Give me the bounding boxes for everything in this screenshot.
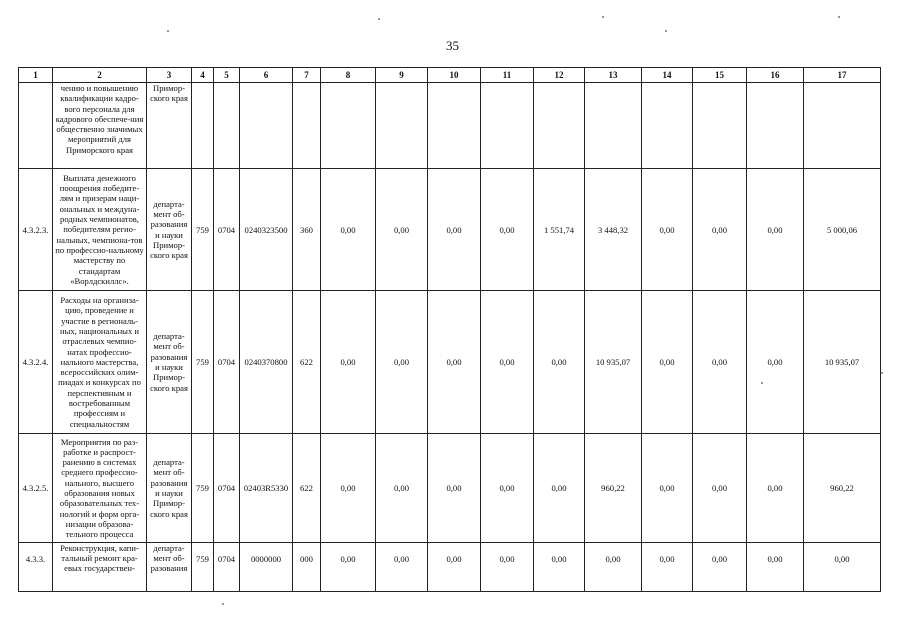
row-value-col-9 (376, 83, 428, 169)
row-value-col-17: 5 000,06 (804, 169, 881, 291)
row-value-col-10: 0,00 (428, 543, 481, 592)
row-value-col-14: 0,00 (642, 434, 693, 543)
row-value-col-9: 0,00 (376, 291, 428, 434)
row-value-col-16: 0,00 (747, 291, 804, 434)
row-value-col-13: 3 448,32 (585, 169, 642, 291)
column-header: 12 (534, 68, 585, 83)
row-executor: департа-мент об-разования и науки Примор-ского края (147, 434, 192, 543)
column-header: 9 (376, 68, 428, 83)
row-section: 0704 (214, 291, 240, 434)
row-value-col-11: 0,00 (481, 434, 534, 543)
row-value-col-15: 0,00 (693, 543, 747, 592)
row-executor: департа-мент об-разования и науки Примор-ского края (147, 291, 192, 434)
column-header: 11 (481, 68, 534, 83)
table-row (19, 434, 881, 543)
row-value-col-12: 1 551,74 (534, 169, 585, 291)
row-expense-type: 000 (293, 543, 321, 592)
scan-speck (602, 16, 604, 18)
row-target-article (240, 83, 293, 169)
row-target-article: 0000000 (240, 543, 293, 592)
column-header: 7 (293, 68, 321, 83)
row-section (214, 83, 240, 169)
row-value-col-16 (747, 83, 804, 169)
row-name: Выплата денежного поощрения победите-лям и призерам наци-ональных и междуна-родных чемпионатов, победителям регио-нальных, чемпиона-тов по профессио-нальному мастерству по стандартам «Ворлдскиллс». (53, 169, 147, 291)
row-code: 4.3.3. (19, 543, 53, 592)
header-row (19, 68, 881, 83)
column-header: 14 (642, 68, 693, 83)
table-row (19, 543, 881, 592)
row-value-col-11: 0,00 (481, 291, 534, 434)
row-value-col-17 (804, 83, 881, 169)
row-value-col-10: 0,00 (428, 169, 481, 291)
column-header: 16 (747, 68, 804, 83)
row-value-col-13: 10 935,07 (585, 291, 642, 434)
row-value-col-11: 0,00 (481, 543, 534, 592)
row-value-col-9: 0,00 (376, 434, 428, 543)
row-name: Мероприятия по раз-работке и распрост-ранению в системах среднего профессио-нального, высшего образования новых образовательных тех-нологий и форм орга-низации образова-тельного процесса (53, 434, 147, 543)
column-header: 1 (19, 68, 53, 83)
row-value-col-15 (693, 83, 747, 169)
row-value-col-15: 0,00 (693, 434, 747, 543)
row-value-col-9: 0,00 (376, 169, 428, 291)
table-row (19, 169, 881, 291)
row-code: 4.3.2.5. (19, 434, 53, 543)
row-section: 0704 (214, 434, 240, 543)
row-code (19, 83, 53, 169)
row-grbs: 759 (192, 291, 214, 434)
row-value-col-17: 960,22 (804, 434, 881, 543)
row-target-article: 0240323500 (240, 169, 293, 291)
row-value-col-15: 0,00 (693, 169, 747, 291)
row-target-article: 0240370800 (240, 291, 293, 434)
row-value-col-12: 0,00 (534, 543, 585, 592)
row-name: Расходы на организа-цию, проведение и участие в региональ-ных, национальных и отраслевых чемпио-натах профессио-нального мастерства, всероссийских олим-пиадах и конкурсах по перспективным и востребованным профессиям и специальностям (53, 291, 147, 434)
row-value-col-8: 0,00 (321, 291, 376, 434)
row-name: чению и повышению квалификации кадро-вого персонала для кадрового обеспече-ния общественно значимых мероприятий для Приморского края (53, 83, 147, 169)
row-grbs: 759 (192, 434, 214, 543)
column-header: 4 (192, 68, 214, 83)
column-header: 8 (321, 68, 376, 83)
row-executor: департа-мент об-разования (147, 543, 192, 592)
column-header: 5 (214, 68, 240, 83)
scan-speck (167, 30, 169, 32)
column-header: 13 (585, 68, 642, 83)
row-executor: Примор-ского края (147, 83, 192, 169)
row-target-article: 02403R5330 (240, 434, 293, 543)
column-header: 15 (693, 68, 747, 83)
row-value-col-8: 0,00 (321, 169, 376, 291)
page-number: 35 (446, 38, 459, 53)
row-value-col-14: 0,00 (642, 169, 693, 291)
row-value-col-10 (428, 83, 481, 169)
row-value-col-17: 10 935,07 (804, 291, 881, 434)
row-value-col-8 (321, 83, 376, 169)
row-value-col-14 (642, 83, 693, 169)
table-row (19, 291, 881, 434)
row-value-col-12 (534, 83, 585, 169)
row-value-col-14: 0,00 (642, 543, 693, 592)
scan-speck (665, 30, 667, 32)
row-expense-type: 622 (293, 291, 321, 434)
row-expense-type: 360 (293, 169, 321, 291)
column-header: 10 (428, 68, 481, 83)
budget-table (18, 67, 881, 592)
scan-speck (881, 372, 883, 374)
row-value-col-13: 960,22 (585, 434, 642, 543)
column-header: 3 (147, 68, 192, 83)
row-executor: департа-мент об-разования и науки Примор-ского края (147, 169, 192, 291)
row-expense-type (293, 83, 321, 169)
row-section: 0704 (214, 169, 240, 291)
row-value-col-10: 0,00 (428, 291, 481, 434)
column-header: 6 (240, 68, 293, 83)
row-expense-type: 622 (293, 434, 321, 543)
column-header: 2 (53, 68, 147, 83)
row-code: 4.3.2.3. (19, 169, 53, 291)
row-value-col-14: 0,00 (642, 291, 693, 434)
row-name: Реконструкция, капи-тальный ремонт кра-евых государствен- (53, 543, 147, 592)
row-value-col-16: 0,00 (747, 169, 804, 291)
scan-speck (222, 603, 224, 605)
row-value-col-11: 0,00 (481, 169, 534, 291)
row-value-col-13: 0,00 (585, 543, 642, 592)
row-value-col-8: 0,00 (321, 543, 376, 592)
row-value-col-8: 0,00 (321, 434, 376, 543)
row-value-col-10: 0,00 (428, 434, 481, 543)
scan-speck (378, 18, 380, 20)
row-value-col-9: 0,00 (376, 543, 428, 592)
row-grbs: 759 (192, 543, 214, 592)
row-grbs (192, 83, 214, 169)
row-grbs: 759 (192, 169, 214, 291)
row-section: 0704 (214, 543, 240, 592)
table-row (19, 83, 881, 169)
row-value-col-16: 0,00 (747, 434, 804, 543)
row-value-col-13 (585, 83, 642, 169)
column-header: 17 (804, 68, 881, 83)
row-value-col-12: 0,00 (534, 434, 585, 543)
row-value-col-12: 0,00 (534, 291, 585, 434)
scan-speck (838, 16, 840, 18)
row-value-col-16: 0,00 (747, 543, 804, 592)
row-value-col-11 (481, 83, 534, 169)
row-code: 4.3.2.4. (19, 291, 53, 434)
row-value-col-17: 0,00 (804, 543, 881, 592)
row-value-col-15: 0,00 (693, 291, 747, 434)
scan-speck (761, 382, 763, 384)
